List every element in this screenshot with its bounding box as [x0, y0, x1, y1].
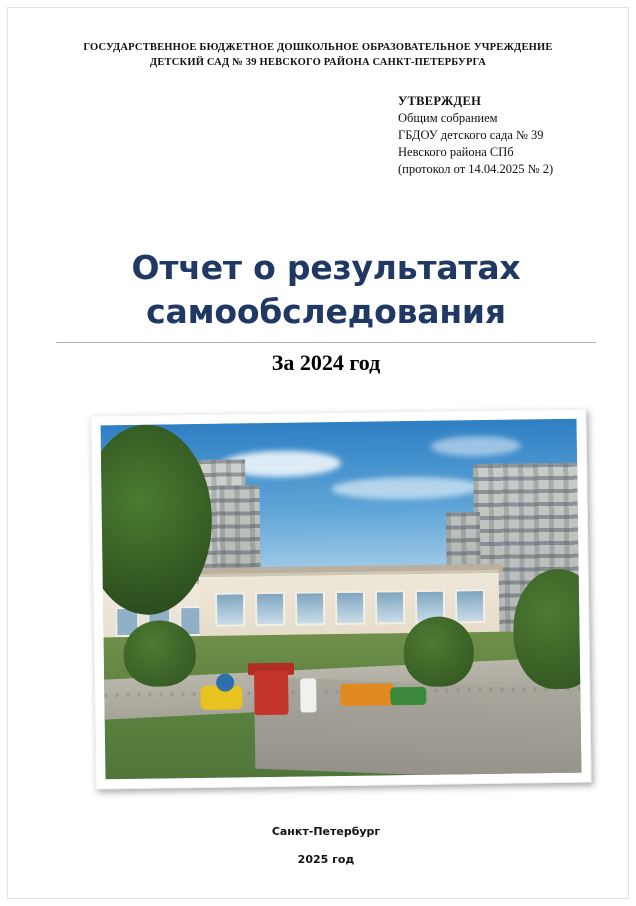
footer-city: Санкт-Петербург — [271, 825, 381, 838]
page-title — [56, 246, 596, 334]
building-window — [215, 592, 245, 626]
building-window — [455, 589, 485, 623]
playground-equipment — [254, 671, 289, 715]
organization-header — [68, 40, 568, 70]
playground-equipment — [216, 674, 234, 692]
cover-photo — [101, 419, 582, 780]
approval-line-3: Невского района СПб — [398, 145, 514, 159]
footer-year: 2025 год — [297, 853, 355, 866]
playground-equipment — [340, 683, 394, 706]
cloud-shape — [331, 476, 481, 500]
playground-equipment — [300, 678, 316, 712]
building-window — [295, 591, 325, 625]
title-divider — [56, 342, 596, 343]
cover-photo-frame — [90, 409, 591, 790]
page-footer — [56, 818, 596, 874]
title-line-2: самообследования — [146, 292, 506, 331]
tree-shape — [403, 616, 474, 687]
building-window — [255, 592, 285, 626]
page-sheet — [8, 8, 628, 898]
tree-shape — [123, 620, 196, 687]
approval-line-1: Общим собранием — [398, 111, 498, 125]
document-subtitle: За 2024 год — [271, 350, 381, 375]
approval-line-4: (протокол от 14.04.2025 № 2) — [398, 162, 554, 176]
title-line-1: Отчет о результатах — [131, 248, 521, 287]
approval-block — [398, 93, 598, 178]
cloud-shape — [431, 435, 521, 456]
playground-equipment — [390, 687, 426, 706]
building-window — [335, 591, 365, 625]
organization-line-1: ГОСУДАРСТВЕННОЕ БЮДЖЕТНОЕ ДОШКОЛЬНОЕ ОБРАЗОВАТЕЛЬНОЕ УЧРЕЖДЕНИЕ — [83, 42, 553, 53]
approval-line-2: ГБДОУ детского сада № 39 — [398, 128, 544, 142]
building-window — [375, 590, 405, 624]
approval-heading: УТВЕРЖДЕН — [398, 94, 482, 108]
organization-line-2: ДЕТСКИЙ САД № 39 НЕВСКОГО РАЙОНА САНКТ-ПЕТЕРБУРГА — [149, 57, 487, 68]
